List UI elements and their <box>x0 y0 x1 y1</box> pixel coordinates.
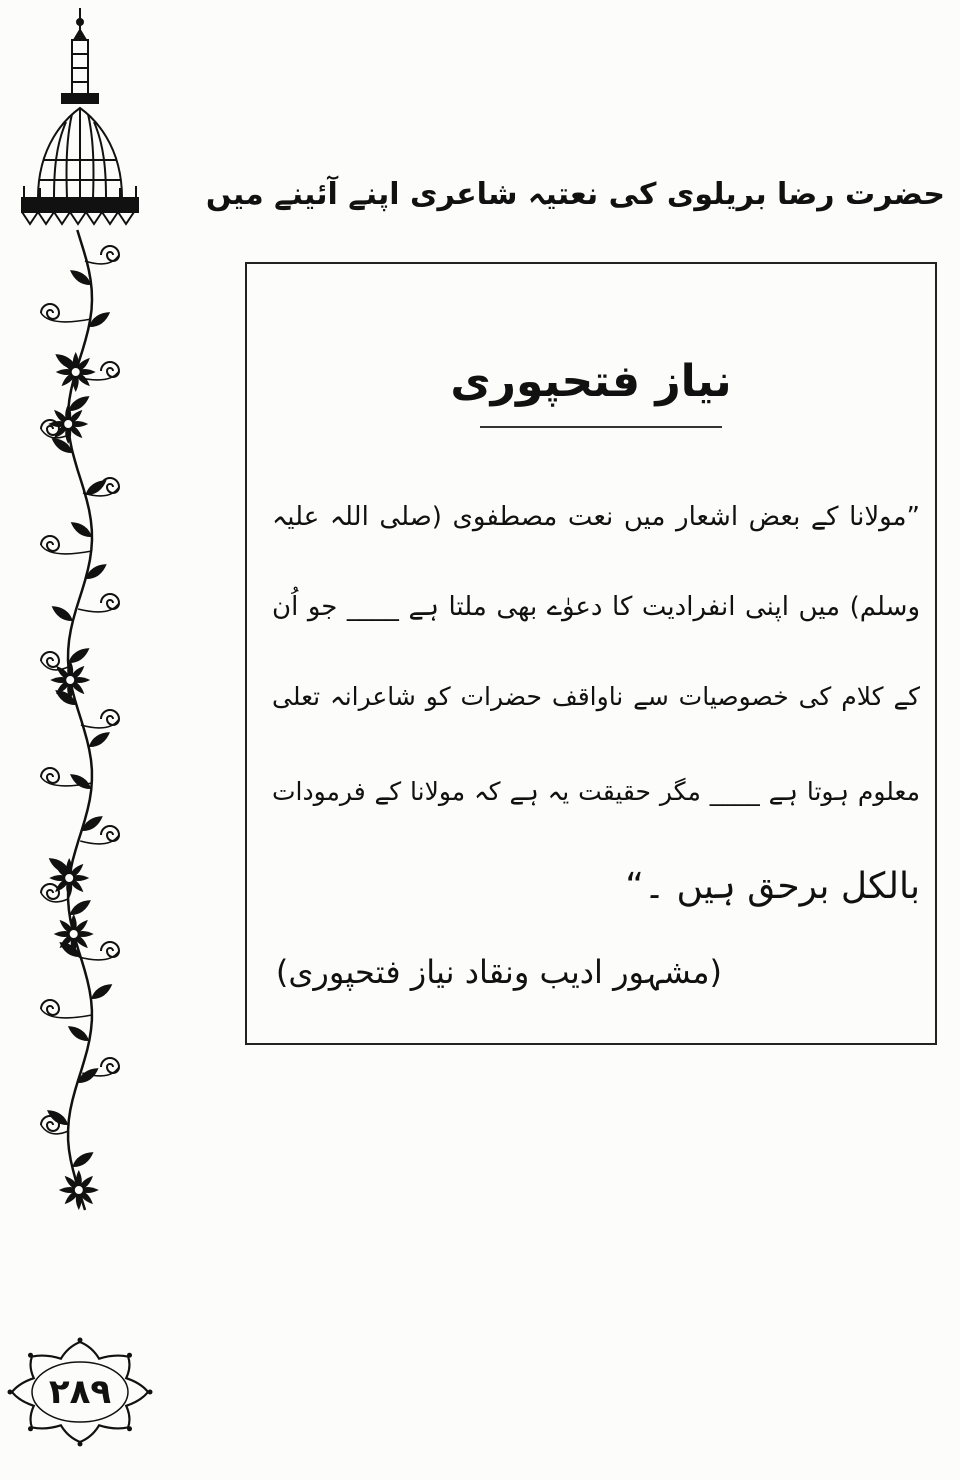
cartouche-dot <box>127 1353 132 1358</box>
dome-base <box>22 198 138 212</box>
vine-leaf <box>86 728 112 750</box>
flower-center <box>65 675 75 685</box>
quote-line: کے کلام کی خصوصیات سے ناواقف حضرات کو شاعرانہ تعلی <box>272 682 920 711</box>
vine-tendril <box>78 603 119 612</box>
minaret-balcony <box>62 94 98 103</box>
quote-line: ”مولانا کے بعض اشعار میں نعت مصطفوی (صلی اللہ علیہ <box>272 502 920 532</box>
quote-line: بالکل برحق ہیں ۔“ <box>625 866 920 907</box>
cartouche-dot <box>8 1390 13 1395</box>
minaret-finial <box>77 19 83 25</box>
vine-tendril <box>79 951 119 960</box>
vine-leaf <box>44 1106 70 1128</box>
vine-leaf <box>65 1022 91 1044</box>
minaret-tip <box>74 30 86 40</box>
vine-flower <box>54 914 94 954</box>
vine-tendril <box>41 661 68 670</box>
author-heading: نیاز فتحپوری <box>450 356 732 407</box>
quote-line: معلوم ہوتا ہے ____ مگر حقیقت یہ ہے کہ مولانا کے فرمودات <box>272 777 920 806</box>
page-title: حضرت رضا بریلوی کی نعتیہ شاعری اپنے آئینے میں <box>205 177 945 212</box>
vine-tendril <box>80 835 119 844</box>
page-number: ۲۸۹ <box>48 1372 112 1412</box>
heading-underline <box>480 426 722 428</box>
quote-attribution: (مشہور ادیب ونقاد نیاز فتحپوری) <box>275 953 722 991</box>
vine-flower <box>48 404 88 444</box>
vine-flower <box>59 1170 99 1210</box>
vine-leaf <box>67 770 93 792</box>
flower-center <box>63 419 73 429</box>
mosque-dome-minaret-icon <box>22 8 138 224</box>
vine-leaf <box>88 980 114 1002</box>
flower-center <box>74 1185 84 1195</box>
floral-vine-icon <box>41 230 119 1210</box>
vine-tendril <box>85 255 119 264</box>
flower-center <box>64 873 74 883</box>
vine-flower <box>56 352 96 392</box>
vine-flower <box>50 660 90 700</box>
vine-tendril <box>81 719 119 728</box>
cartouche-dot <box>78 1338 83 1343</box>
quote-line: وسلم) میں اپنی انفرادیت کا دعوٰے بھی ملتا ہے ____ جو اُن <box>272 592 920 622</box>
cartouche-dot <box>28 1426 33 1431</box>
vine-leaf <box>67 896 93 918</box>
vine-tendril <box>41 893 68 902</box>
cartouche-dot <box>127 1426 132 1431</box>
dome-base-fringe <box>22 212 134 224</box>
vine-flower <box>49 858 89 898</box>
cartouche-dot <box>148 1390 153 1395</box>
dome-ribs <box>40 108 120 198</box>
vine-tendril <box>41 1125 68 1134</box>
flower-center <box>71 367 81 377</box>
flower-center <box>69 929 79 939</box>
page-decoration <box>0 0 160 1480</box>
cartouche-dot <box>28 1353 33 1358</box>
quote-box <box>245 262 937 1045</box>
cartouche-dot <box>78 1442 83 1447</box>
